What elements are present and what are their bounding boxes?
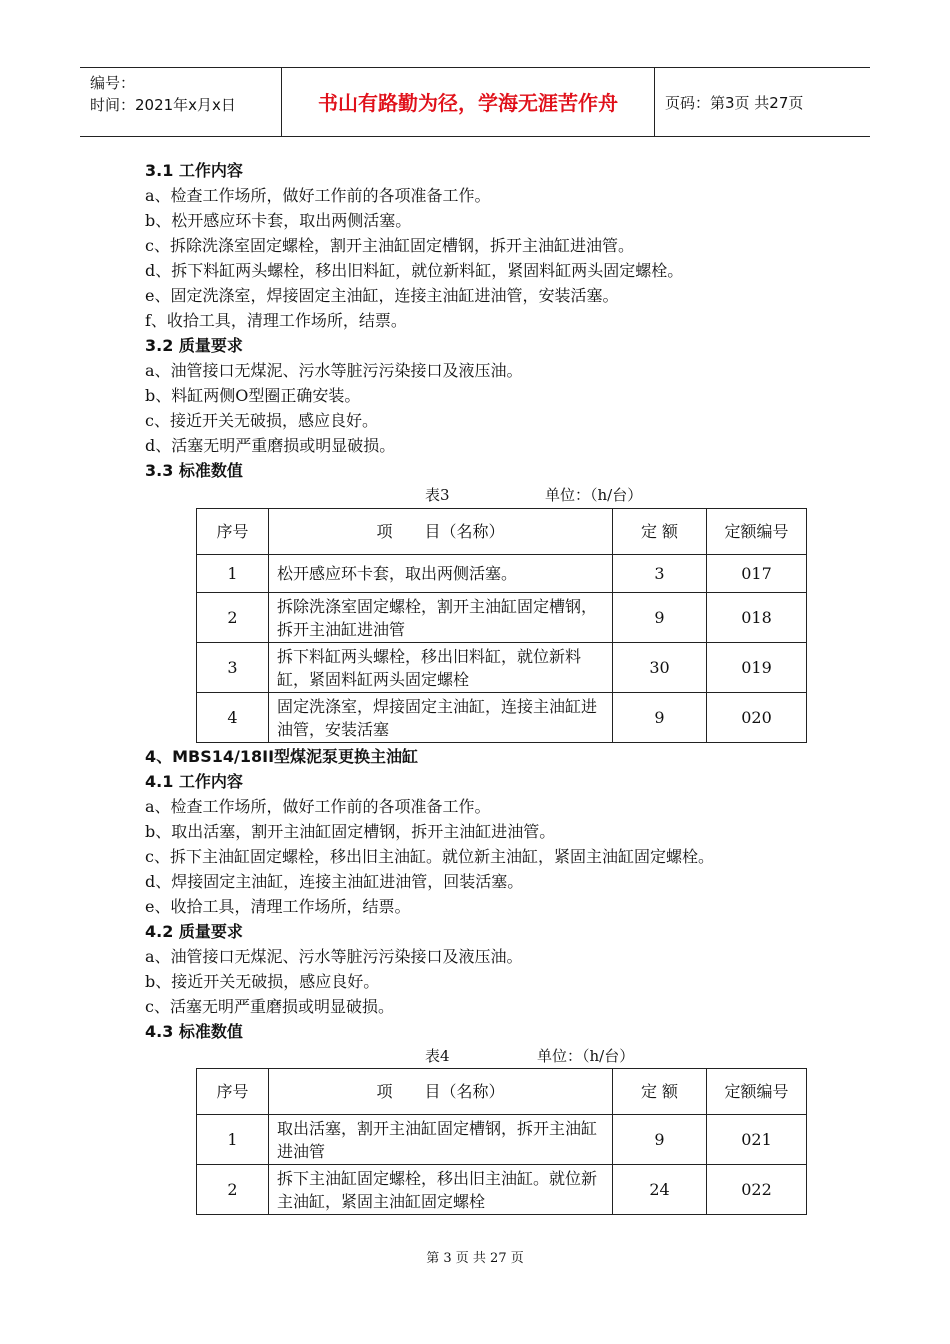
- col-header-code: 定额编号: [707, 1069, 807, 1115]
- table-3-unit: 单位：（h/台）: [545, 486, 643, 504]
- list-item: c、拆除洗涤室固定螺栓，割开主油缸固定槽钢，拆开主油缸进油管。: [145, 236, 634, 255]
- table-3-caption: 表3: [425, 486, 450, 504]
- list-item: b、松开感应环卡套，取出两侧活塞。: [145, 211, 412, 230]
- section-3-2-heading: 3.2 质量要求: [145, 336, 243, 355]
- section-4-3-heading: 4.3 标准数值: [145, 1022, 243, 1041]
- section-4-1-heading: 4.1 工作内容: [145, 772, 243, 791]
- list-item: a、油管接口无煤泥、污水等脏污污染接口及液压油。: [145, 361, 523, 380]
- list-item: f、收拾工具，清理工作场所，结票。: [145, 311, 407, 330]
- cell-no: 1: [197, 555, 269, 593]
- cell-code: 017: [707, 555, 807, 593]
- col-header-quota: 定 额: [613, 509, 707, 555]
- cell-name: 拆下主油缸固定螺栓，移出旧主油缸。就位新主油缸，紧固主油缸固定螺栓: [269, 1165, 613, 1215]
- list-item: c、拆下主油缸固定螺栓，移出旧主油缸。就位新主油缸，紧固主油缸固定螺栓。: [145, 847, 714, 866]
- header-motto: 书山有路勤为径，学海无涯苦作舟: [282, 68, 655, 136]
- page-footer: 第 3 页 共 27 页: [426, 1251, 524, 1266]
- cell-quota: 9: [613, 693, 707, 743]
- table-4-caption: 表4: [425, 1047, 450, 1065]
- table-row: [197, 643, 807, 693]
- list-item: a、检查工作场所，做好工作前的各项准备工作。: [145, 186, 491, 205]
- list-item: b、取出活塞，割开主油缸固定槽钢，拆开主油缸进油管。: [145, 822, 556, 841]
- list-item: e、固定洗涤室，焊接固定主油缸，连接主油缸进油管，安装活塞。: [145, 286, 619, 305]
- cell-no: 2: [197, 593, 269, 643]
- list-item: a、油管接口无煤泥、污水等脏污污染接口及液压油。: [145, 947, 523, 966]
- section-4-heading: 4、MBS14/18II型煤泥泵更换主油缸: [145, 747, 419, 766]
- table-header-row: [197, 1069, 807, 1115]
- cell-code: 021: [707, 1115, 807, 1165]
- cell-code: 020: [707, 693, 807, 743]
- list-item: d、拆下料缸两头螺栓，移出旧料缸，就位新料缸，紧固料缸两头固定螺栓。: [145, 261, 684, 280]
- table-4-unit: 单位：（h/台）: [537, 1047, 635, 1065]
- cell-quota: 24: [613, 1165, 707, 1215]
- table-row: [197, 693, 807, 743]
- col-header-code: 定额编号: [707, 509, 807, 555]
- section-4-2-heading: 4.2 质量要求: [145, 922, 243, 941]
- cell-quota: 9: [613, 1115, 707, 1165]
- cell-no: 3: [197, 643, 269, 693]
- cell-name: 拆除洗涤室固定螺栓，割开主油缸固定槽钢，拆开主油缸进油管: [269, 593, 613, 643]
- col-header-no: 序号: [197, 1069, 269, 1115]
- table-4: [196, 1068, 807, 1215]
- list-item: a、检查工作场所，做好工作前的各项准备工作。: [145, 797, 491, 816]
- list-item: b、料缸两侧O型圈正确安装。: [145, 386, 361, 405]
- cell-no: 1: [197, 1115, 269, 1165]
- list-item: c、活塞无明严重磨损或明显破损。: [145, 997, 394, 1016]
- cell-name: 拆下料缸两头螺栓，移出旧料缸，就位新料缸，紧固料缸两头固定螺栓: [269, 643, 613, 693]
- cell-quota: 3: [613, 555, 707, 593]
- list-item: d、活塞无明严重磨损或明显破损。: [145, 436, 396, 455]
- table-header-row: [197, 509, 807, 555]
- header-page-label: 页码：第3页 共27页: [665, 94, 804, 112]
- cell-name: 取出活塞，割开主油缸固定槽钢，拆开主油缸进油管: [269, 1115, 613, 1165]
- cell-name: 松开感应环卡套，取出两侧活塞。: [269, 555, 613, 593]
- table-row: [197, 1165, 807, 1215]
- doc-date-label: 时间：2021年x月x日: [90, 96, 236, 114]
- cell-quota: 30: [613, 643, 707, 693]
- page-header: [80, 67, 870, 137]
- cell-code: 019: [707, 643, 807, 693]
- table-3: [196, 508, 807, 743]
- col-header-name: 项 目（名称）: [269, 509, 613, 555]
- cell-quota: 9: [613, 593, 707, 643]
- cell-name: 固定洗涤室，焊接固定主油缸，连接主油缸进油管，安装活塞: [269, 693, 613, 743]
- table-row: [197, 593, 807, 643]
- cell-no: 4: [197, 693, 269, 743]
- col-header-no: 序号: [197, 509, 269, 555]
- table-row: [197, 555, 807, 593]
- col-header-name: 项 目（名称）: [269, 1069, 613, 1115]
- section-3-1-heading: 3.1 工作内容: [145, 161, 243, 180]
- header-meta: [80, 68, 282, 136]
- list-item: c、接近开关无破损，感应良好。: [145, 411, 378, 430]
- cell-code: 022: [707, 1165, 807, 1215]
- table-row: [197, 1115, 807, 1165]
- col-header-quota: 定 额: [613, 1069, 707, 1115]
- list-item: b、接近开关无破损，感应良好。: [145, 972, 380, 991]
- list-item: e、收拾工具，清理工作场所，结票。: [145, 897, 411, 916]
- section-3-3-heading: 3.3 标准数值: [145, 461, 243, 480]
- cell-no: 2: [197, 1165, 269, 1215]
- cell-code: 018: [707, 593, 807, 643]
- list-item: d、焊接固定主油缸，连接主油缸进油管，回装活塞。: [145, 872, 524, 891]
- doc-code-label: 编号：: [90, 74, 136, 92]
